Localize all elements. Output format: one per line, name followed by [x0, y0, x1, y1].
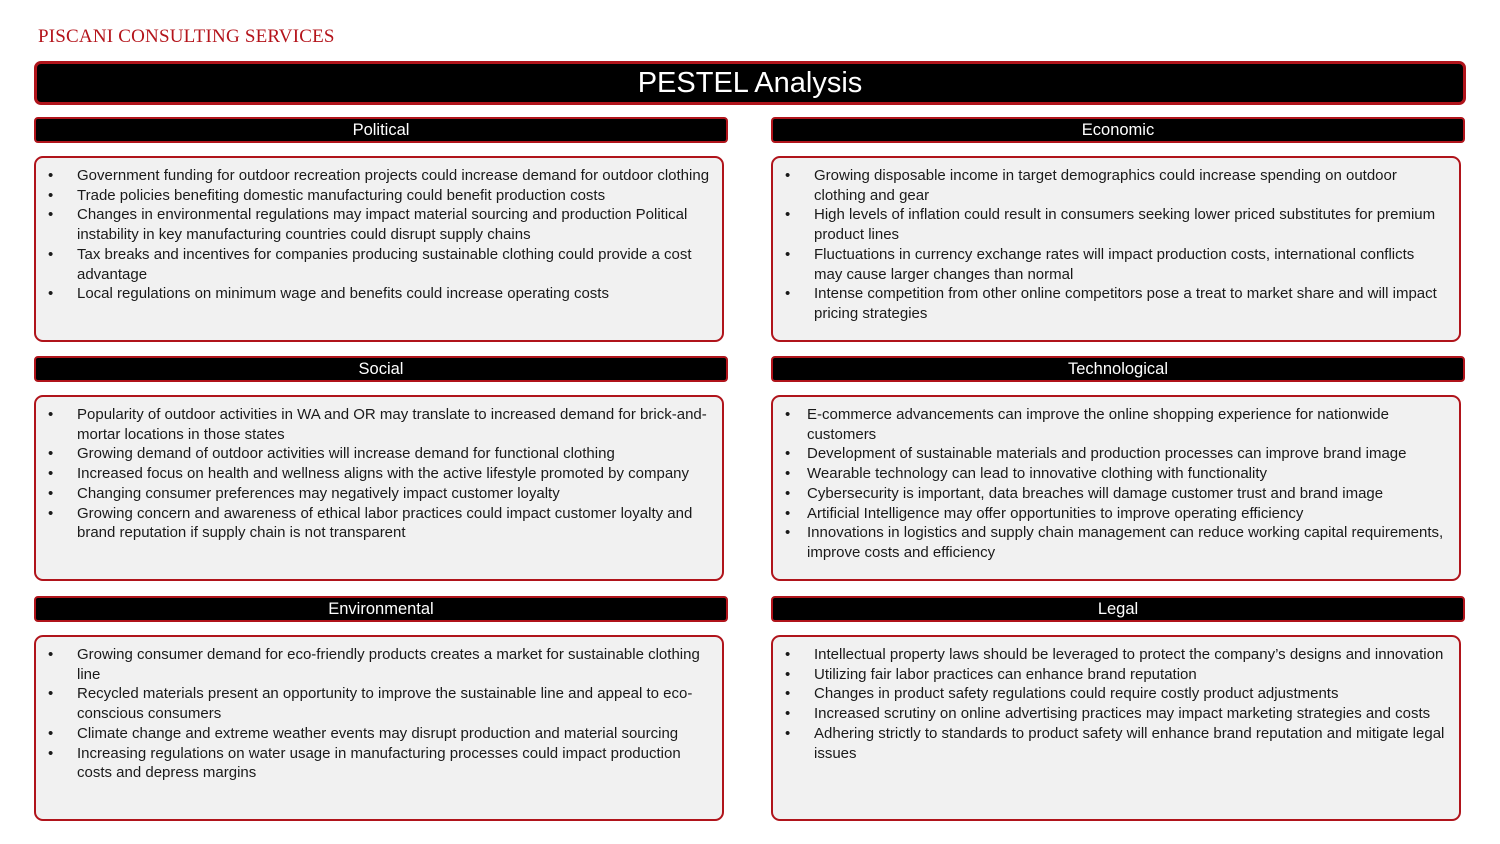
company-name: PISCANI CONSULTING SERVICES: [38, 26, 335, 47]
list-item: • Growing disposable income in target demographics could increase spending on outdoor clothing and gear: [814, 166, 1444, 205]
economic-list: [814, 166, 1444, 324]
list-item: • Fluctuations in currency exchange rates will impact production costs, international conflicts may cause larger changes than normal: [814, 245, 1444, 284]
social-heading: Social: [34, 356, 728, 382]
environmental-box: [34, 635, 724, 821]
list-item: • Adhering strictly to standards to product safety will enhance brand reputation and mitigate legal issues: [814, 724, 1452, 763]
economic-box: [771, 156, 1461, 342]
list-item: • Increased scrutiny on online advertising practices may impact marketing strategies and costs: [814, 704, 1452, 724]
social-list: [77, 405, 717, 543]
legal-box: [771, 635, 1461, 821]
legal-list: [814, 645, 1452, 763]
environmental-heading: Environmental: [34, 596, 728, 622]
list-item: • Government funding for outdoor recreation projects could increase demand for outdoor clothing: [77, 166, 717, 186]
list-item: • High levels of inflation could result in consumers seeking lower priced substitutes for premium product lines: [814, 205, 1444, 244]
list-item: • Increased focus on health and wellness aligns with the active lifestyle promoted by company: [77, 464, 717, 484]
list-item: • Innovations in logistics and supply chain management can reduce working capital requirements, improve costs and efficiency: [807, 523, 1449, 562]
legal-heading: Legal: [771, 596, 1465, 622]
list-item: • Growing concern and awareness of ethical labor practices could impact customer loyalty and brand reputation if supply chain is not transparent: [77, 504, 717, 543]
list-item: • Climate change and extreme weather events may disrupt production and material sourcing: [77, 724, 707, 744]
technological-list: [807, 405, 1449, 563]
technological-heading: Technological: [771, 356, 1465, 382]
political-list: [77, 166, 717, 304]
list-item: • Utilizing fair labor practices can enhance brand reputation: [814, 665, 1452, 685]
list-item: • E-commerce advancements can improve the online shopping experience for nationwide customers: [807, 405, 1449, 444]
list-item: • Intellectual property laws should be leveraged to protect the company’s designs and innovation: [814, 645, 1452, 665]
list-item: • Development of sustainable materials and production processes can improve brand image: [807, 444, 1449, 464]
technological-box: [771, 395, 1461, 581]
list-item: • Increasing regulations on water usage in manufacturing processes could impact production costs and depress margins: [77, 744, 707, 783]
list-item: • Cybersecurity is important, data breaches will damage customer trust and brand image: [807, 484, 1449, 504]
page-title: PESTEL Analysis: [34, 61, 1466, 105]
environmental-list: [77, 645, 707, 783]
list-item: • Trade policies benefiting domestic manufacturing could benefit production costs: [77, 186, 717, 206]
list-item: • Changes in environmental regulations may impact material sourcing and production Political instability in key manufacturing countries could disrupt supply chains: [77, 205, 717, 244]
list-item: • Wearable technology can lead to innovative clothing with functionality: [807, 464, 1449, 484]
list-item: • Changing consumer preferences may negatively impact customer loyalty: [77, 484, 717, 504]
list-item: • Changes in product safety regulations could require costly product adjustments: [814, 684, 1452, 704]
list-item: • Artificial Intelligence may offer opportunities to improve operating efficiency: [807, 504, 1449, 524]
list-item: • Recycled materials present an opportunity to improve the sustainable line and appeal to eco-conscious consumers: [77, 684, 707, 723]
social-box: [34, 395, 724, 581]
list-item: • Popularity of outdoor activities in WA and OR may translate to increased demand for brick-and-mortar locations in those states: [77, 405, 717, 444]
economic-heading: Economic: [771, 117, 1465, 143]
list-item: • Growing demand of outdoor activities will increase demand for functional clothing: [77, 444, 717, 464]
list-item: • Intense competition from other online competitors pose a treat to market share and will impact pricing strategies: [814, 284, 1444, 323]
political-heading: Political: [34, 117, 728, 143]
political-box: [34, 156, 724, 342]
list-item: • Tax breaks and incentives for companies producing sustainable clothing could provide a cost advantage: [77, 245, 717, 284]
list-item: • Local regulations on minimum wage and benefits could increase operating costs: [77, 284, 717, 304]
list-item: • Growing consumer demand for eco-friendly products creates a market for sustainable clothing line: [77, 645, 707, 684]
